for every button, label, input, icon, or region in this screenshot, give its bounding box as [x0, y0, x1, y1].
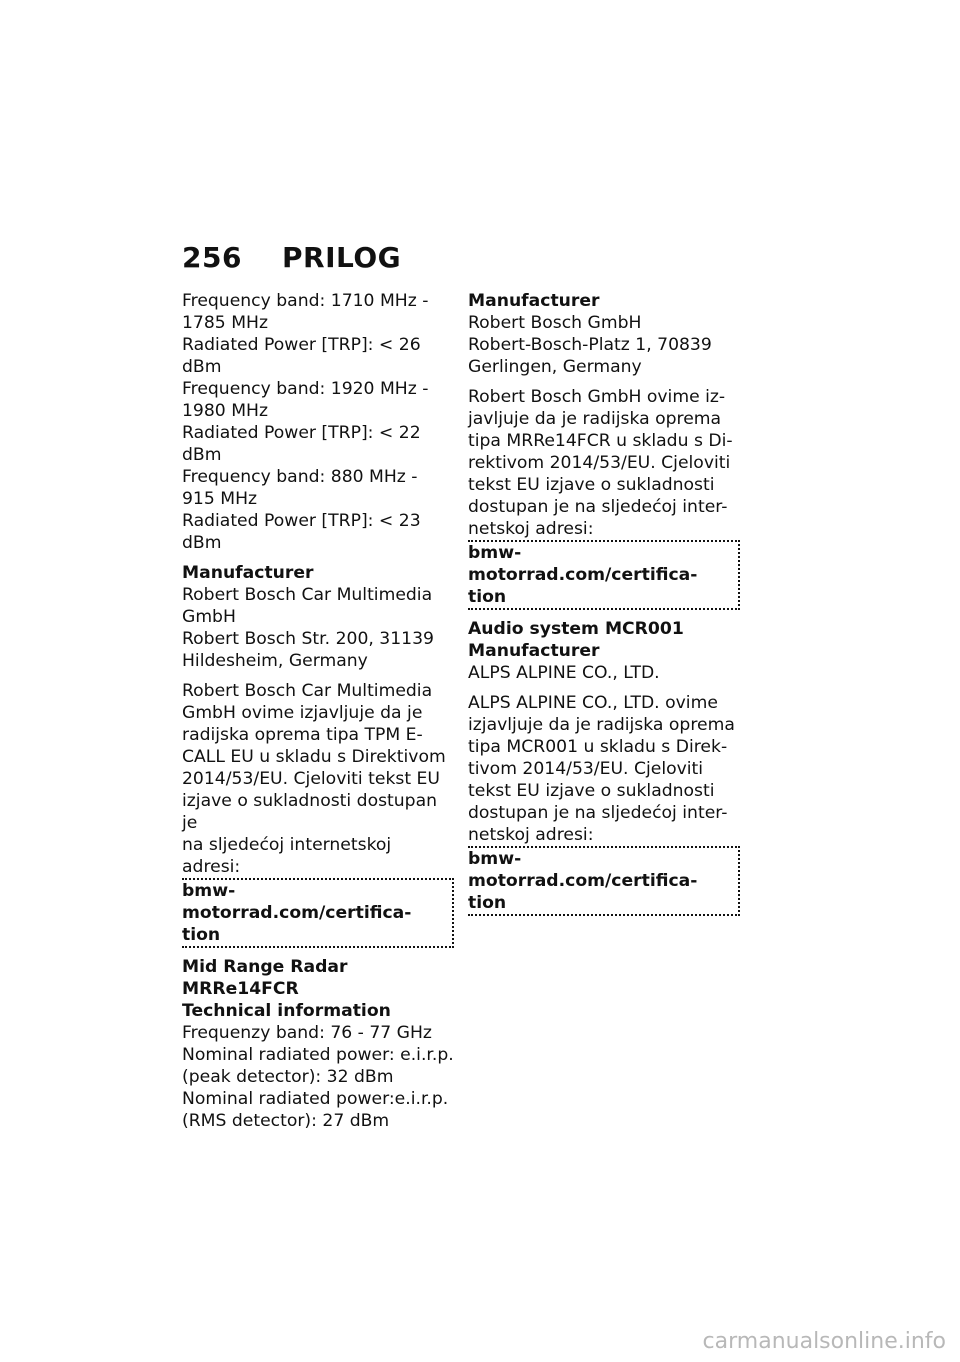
page-number: 256 — [182, 241, 242, 274]
page-title: PRILOG — [282, 241, 402, 274]
certification-link[interactable]: bmw-motorrad.com/certifica- tion — [182, 878, 454, 948]
audio-system-heading: Audio system MCR001 Manufacturer — [468, 619, 684, 661]
declaration-text: Robert Bosch Car Multimedia GmbH ovime izjavljuje da je radijska oprema tipa TPM E- CALL EU u skladu s Direktivom 2014/53/EU. Cjeloviti tekst EU izjave o sukladnosti dostupan je na sljedećoj internetskoj adresi: — [182, 681, 446, 877]
manufacturer-heading: Manufacturer — [182, 563, 314, 583]
technical-information-heading: Technical information — [182, 1001, 391, 1021]
manufacturer-address: Robert Bosch GmbH Robert-Bosch-Platz 1, 70839 Gerlingen, Germany — [468, 313, 712, 377]
radar-heading: Mid Range Radar MRRe14FCR — [182, 957, 348, 999]
frequency-bands-list: Frequency band: 1710 MHz - 1785 MHz Radiated Power [TRP]: < 26 dBm Frequency band: 1920 MHz - 1980 MHz Radiated Power [TRP]: < 22 dBm Frequency band: 880 MHz - 915 MHz Radiated Power [TRP]: < 23 dBm — [182, 291, 429, 553]
left-column — [182, 290, 454, 1140]
manufacturer-address: Robert Bosch Car Multimedia GmbH Robert Bosch Str. 200, 31139 Hildesheim, Germany — [182, 585, 434, 671]
right-column — [468, 290, 740, 924]
audio-manufacturer: ALPS ALPINE CO., LTD. — [468, 663, 660, 683]
technical-information-text: Frequenzy band: 76 - 77 GHz Nominal radiated power: e.i.r.p. (peak detector): 32 dBm Nominal radiated power:e.i.r.p. (RMS detector): 27 dBm — [182, 1023, 454, 1131]
audio-certification-link[interactable]: bmw-motorrad.com/certifica- tion — [468, 846, 740, 916]
certification-link[interactable]: bmw-motorrad.com/certifica- tion — [468, 540, 740, 610]
page-header — [182, 240, 401, 276]
manufacturer-heading: Manufacturer — [468, 291, 600, 311]
audio-declaration-text: ALPS ALPINE CO., LTD. ovime izjavljuje da je radijska oprema tipa MCR001 u skladu s Direk- tivom 2014/53/EU. Cjeloviti tekst EU izjave o sukladnosti dostupan je na sljedećoj inter- netskoj adresi: — [468, 693, 735, 845]
watermark: carmanualsonline.info — [702, 1329, 946, 1354]
declaration-text: Robert Bosch GmbH ovime iz- javljuje da je radijska oprema tipa MRRe14FCR u skladu s Di- rektivom 2014/53/EU. Cjeloviti tekst EU izjave o sukladnosti dostupan je na sljedećoj inter- netskoj adresi: — [468, 387, 733, 539]
